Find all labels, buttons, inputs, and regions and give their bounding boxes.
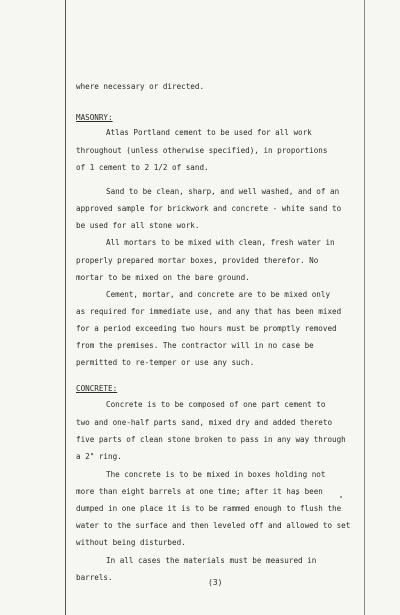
- section-heading-concrete: CONCRETE:: [76, 384, 118, 393]
- text-line: two and one-half parts sand, mixed dry and added thereto: [76, 418, 333, 427]
- section-heading-masonry: MASONRY:: [76, 113, 113, 122]
- text-line: be used for all stone work.: [76, 221, 200, 230]
- text-line: Concrete is to be composed of one part cement to: [106, 400, 326, 409]
- right-margin-rule: [364, 0, 365, 615]
- text-line: from the premises. The contractor will in no case be: [76, 341, 314, 350]
- text-line: five parts of clean stone broken to pass in any way through: [76, 435, 346, 444]
- text-line: for a period exceeding two hours must be promptly removed: [76, 324, 337, 333]
- text-line: dumped in one place it is to be rammed enough to flush the: [76, 504, 342, 513]
- ink-speck: [340, 496, 342, 498]
- text-line: as required for immediate use, and any that has been mixed: [76, 307, 342, 316]
- text-line: Atlas Portland cement to be used for all work: [106, 128, 312, 137]
- text-line: approved sample for brickwork and concrete - white sand to: [76, 204, 342, 213]
- text-line: permitted to re-temper or use any such.: [76, 358, 255, 367]
- text-line: a 2" ring.: [76, 452, 122, 461]
- text-line: water to the surface and then leveled off and allowed to set: [76, 521, 351, 530]
- text-line: without being disturbed.: [76, 538, 186, 547]
- text-line: properly prepared mortar boxes, provided therefor. No: [76, 256, 319, 265]
- left-margin-rule: [65, 0, 66, 615]
- text-line: In all cases the materials must be measured in: [106, 556, 317, 565]
- text-line: Sand to be clean, sharp, and well washed, and of an: [106, 187, 340, 196]
- text-line: throughout (unless otherwise specified), in proportions: [76, 146, 328, 155]
- text-line: where necessary or directed.: [76, 82, 205, 91]
- text-line: barrels.: [76, 573, 113, 582]
- text-line: of 1 cement to 2 1/2 of sand.: [76, 163, 209, 172]
- text-line: mortar to be mixed on the bare ground.: [76, 273, 250, 282]
- text-line: The concrete is to be mixed in boxes holding not: [106, 470, 326, 479]
- text-line: more than eight barrels at one time; after it has been: [76, 487, 323, 496]
- page-number: (3): [208, 578, 223, 587]
- text-line: Cement, mortar, and concrete are to be mixed only: [106, 290, 331, 299]
- text-line: All mortars to be mixed with clean, fresh water in: [106, 238, 335, 247]
